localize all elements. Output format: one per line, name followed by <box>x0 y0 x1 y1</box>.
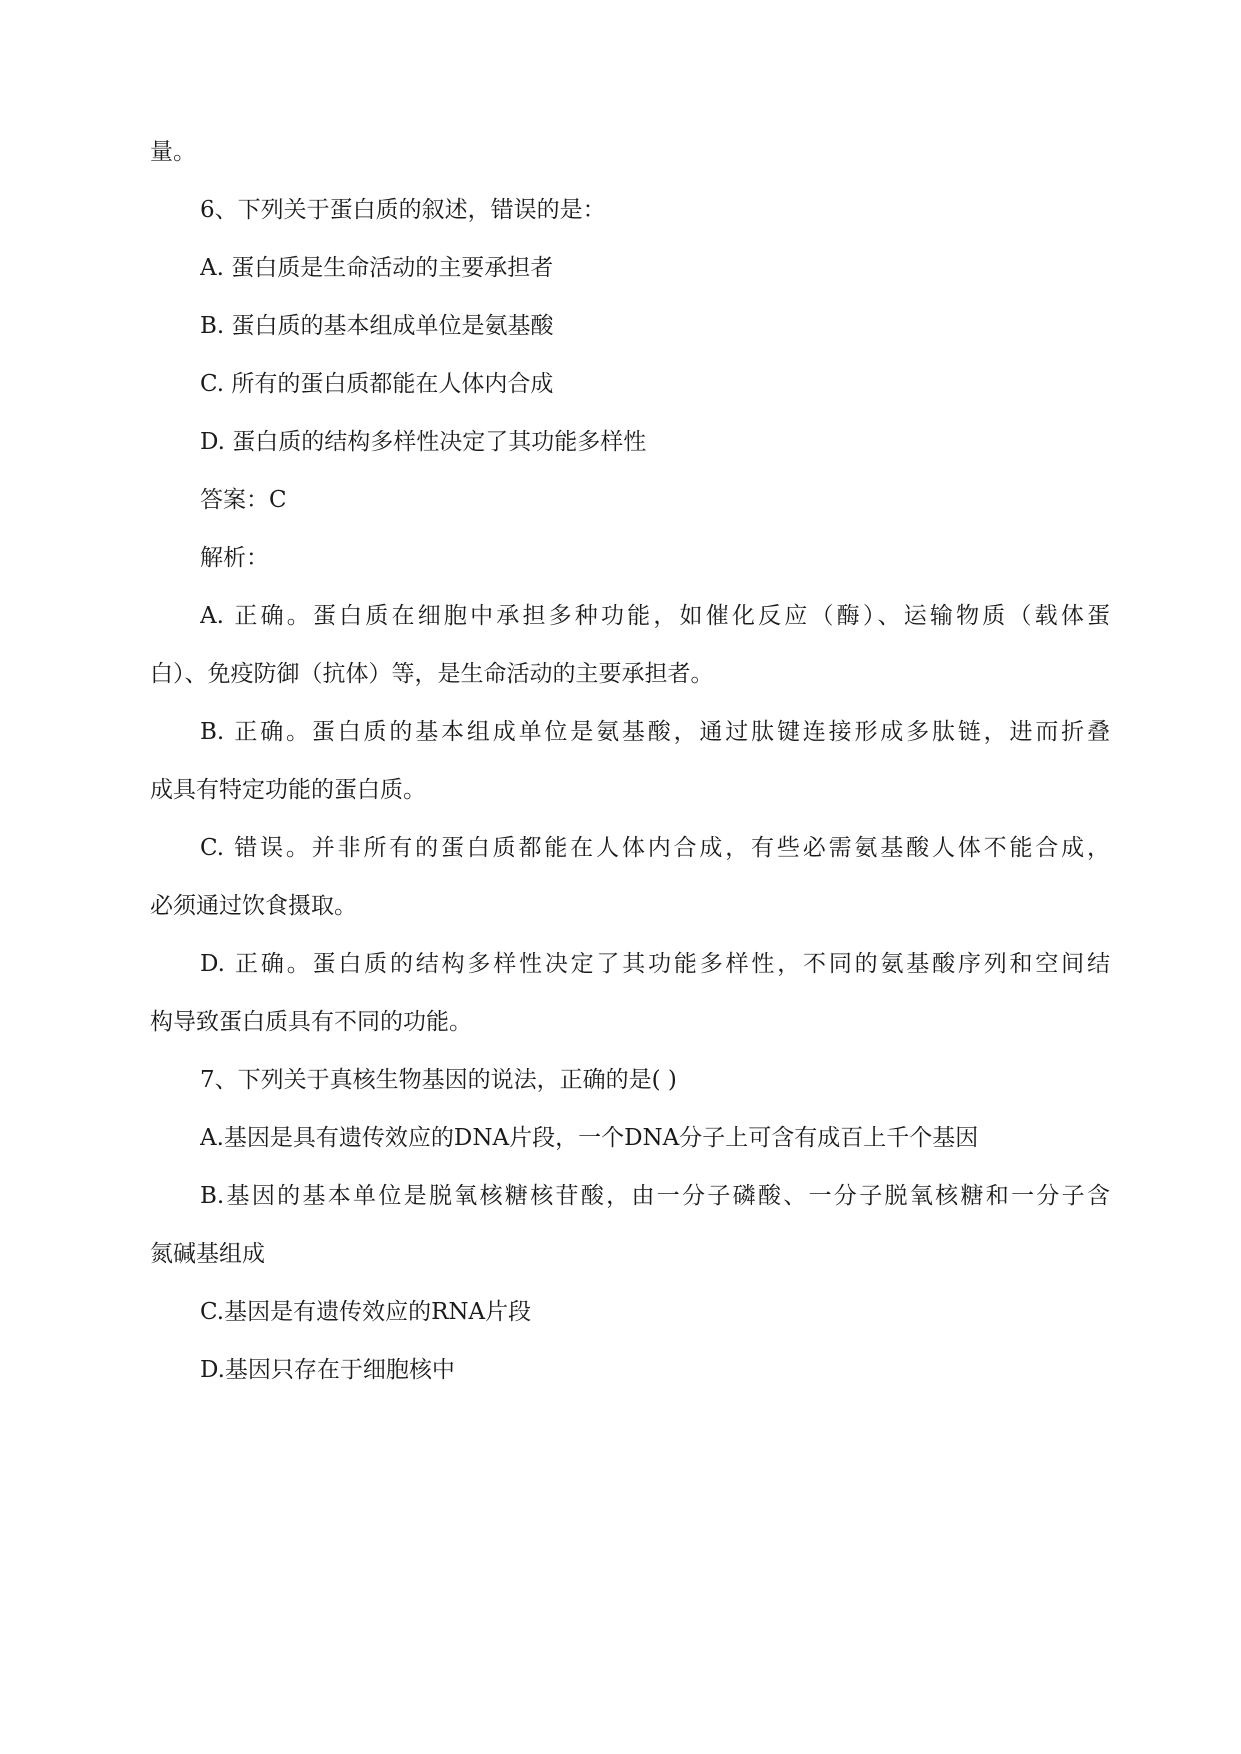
analysis-c-line-2: 必须通过饮食摄取。 <box>150 893 357 919</box>
question-7-option-a: A.基因是具有遗传效应的DNA片段，一个DNA分子上可含有成百上千个基因 <box>200 1125 979 1151</box>
question-6-option-a: A. 蛋白质是生命活动的主要承担者 <box>200 255 554 281</box>
question-6-option-b: B. 蛋白质的基本组成单位是氨基酸 <box>200 313 554 339</box>
analysis-c-line-1: C. 错误。并非所有的蛋白质都能在人体内合成，有些必需氨基酸人体不能合成， <box>200 835 1110 861</box>
question-6-answer: 答案：C <box>200 487 287 513</box>
text-line-continuation: 量。 <box>150 139 196 165</box>
analysis-a-line-2: 白）、免疫防御（抗体）等，是生命活动的主要承担者。 <box>150 661 714 687</box>
question-7-option-c: C.基因是有遗传效应的RNA片段 <box>200 1299 532 1325</box>
analysis-d-line-2: 构导致蛋白质具有不同的功能。 <box>150 1009 472 1035</box>
analysis-d-line-1: D. 正确。蛋白质的结构多样性决定了其功能多样性，不同的氨基酸序列和空间结 <box>200 951 1110 977</box>
analysis-a-line-1: A. 正确。蛋白质在细胞中承担多种功能，如催化反应（酶）、运输物质（载体蛋 <box>200 603 1110 629</box>
question-6-option-c: C. 所有的蛋白质都能在人体内合成 <box>200 371 554 397</box>
question-7-option-b-line-1: B.基因的基本单位是脱氧核糖核苷酸，由一分子磷酸、一分子脱氧核糖和一分子含 <box>200 1183 1110 1209</box>
question-7-option-d: D.基因只存在于细胞核中 <box>200 1357 455 1383</box>
question-6-option-d: D. 蛋白质的结构多样性决定了其功能多样性 <box>200 429 647 455</box>
analysis-b-line-1: B. 正确。蛋白质的基本组成单位是氨基酸，通过肽键连接形成多肽链，进而折叠 <box>200 719 1110 745</box>
analysis-b-line-2: 成具有特定功能的蛋白质。 <box>150 777 426 803</box>
question-6-analysis-heading: 解析： <box>200 545 269 571</box>
question-7-option-b-line-2: 氮碱基组成 <box>150 1241 265 1267</box>
question-6-stem: 6、下列关于蛋白质的叙述，错误的是： <box>200 197 606 223</box>
question-7-stem: 7、下列关于真核生物基因的说法，正确的是( ) <box>200 1067 677 1093</box>
